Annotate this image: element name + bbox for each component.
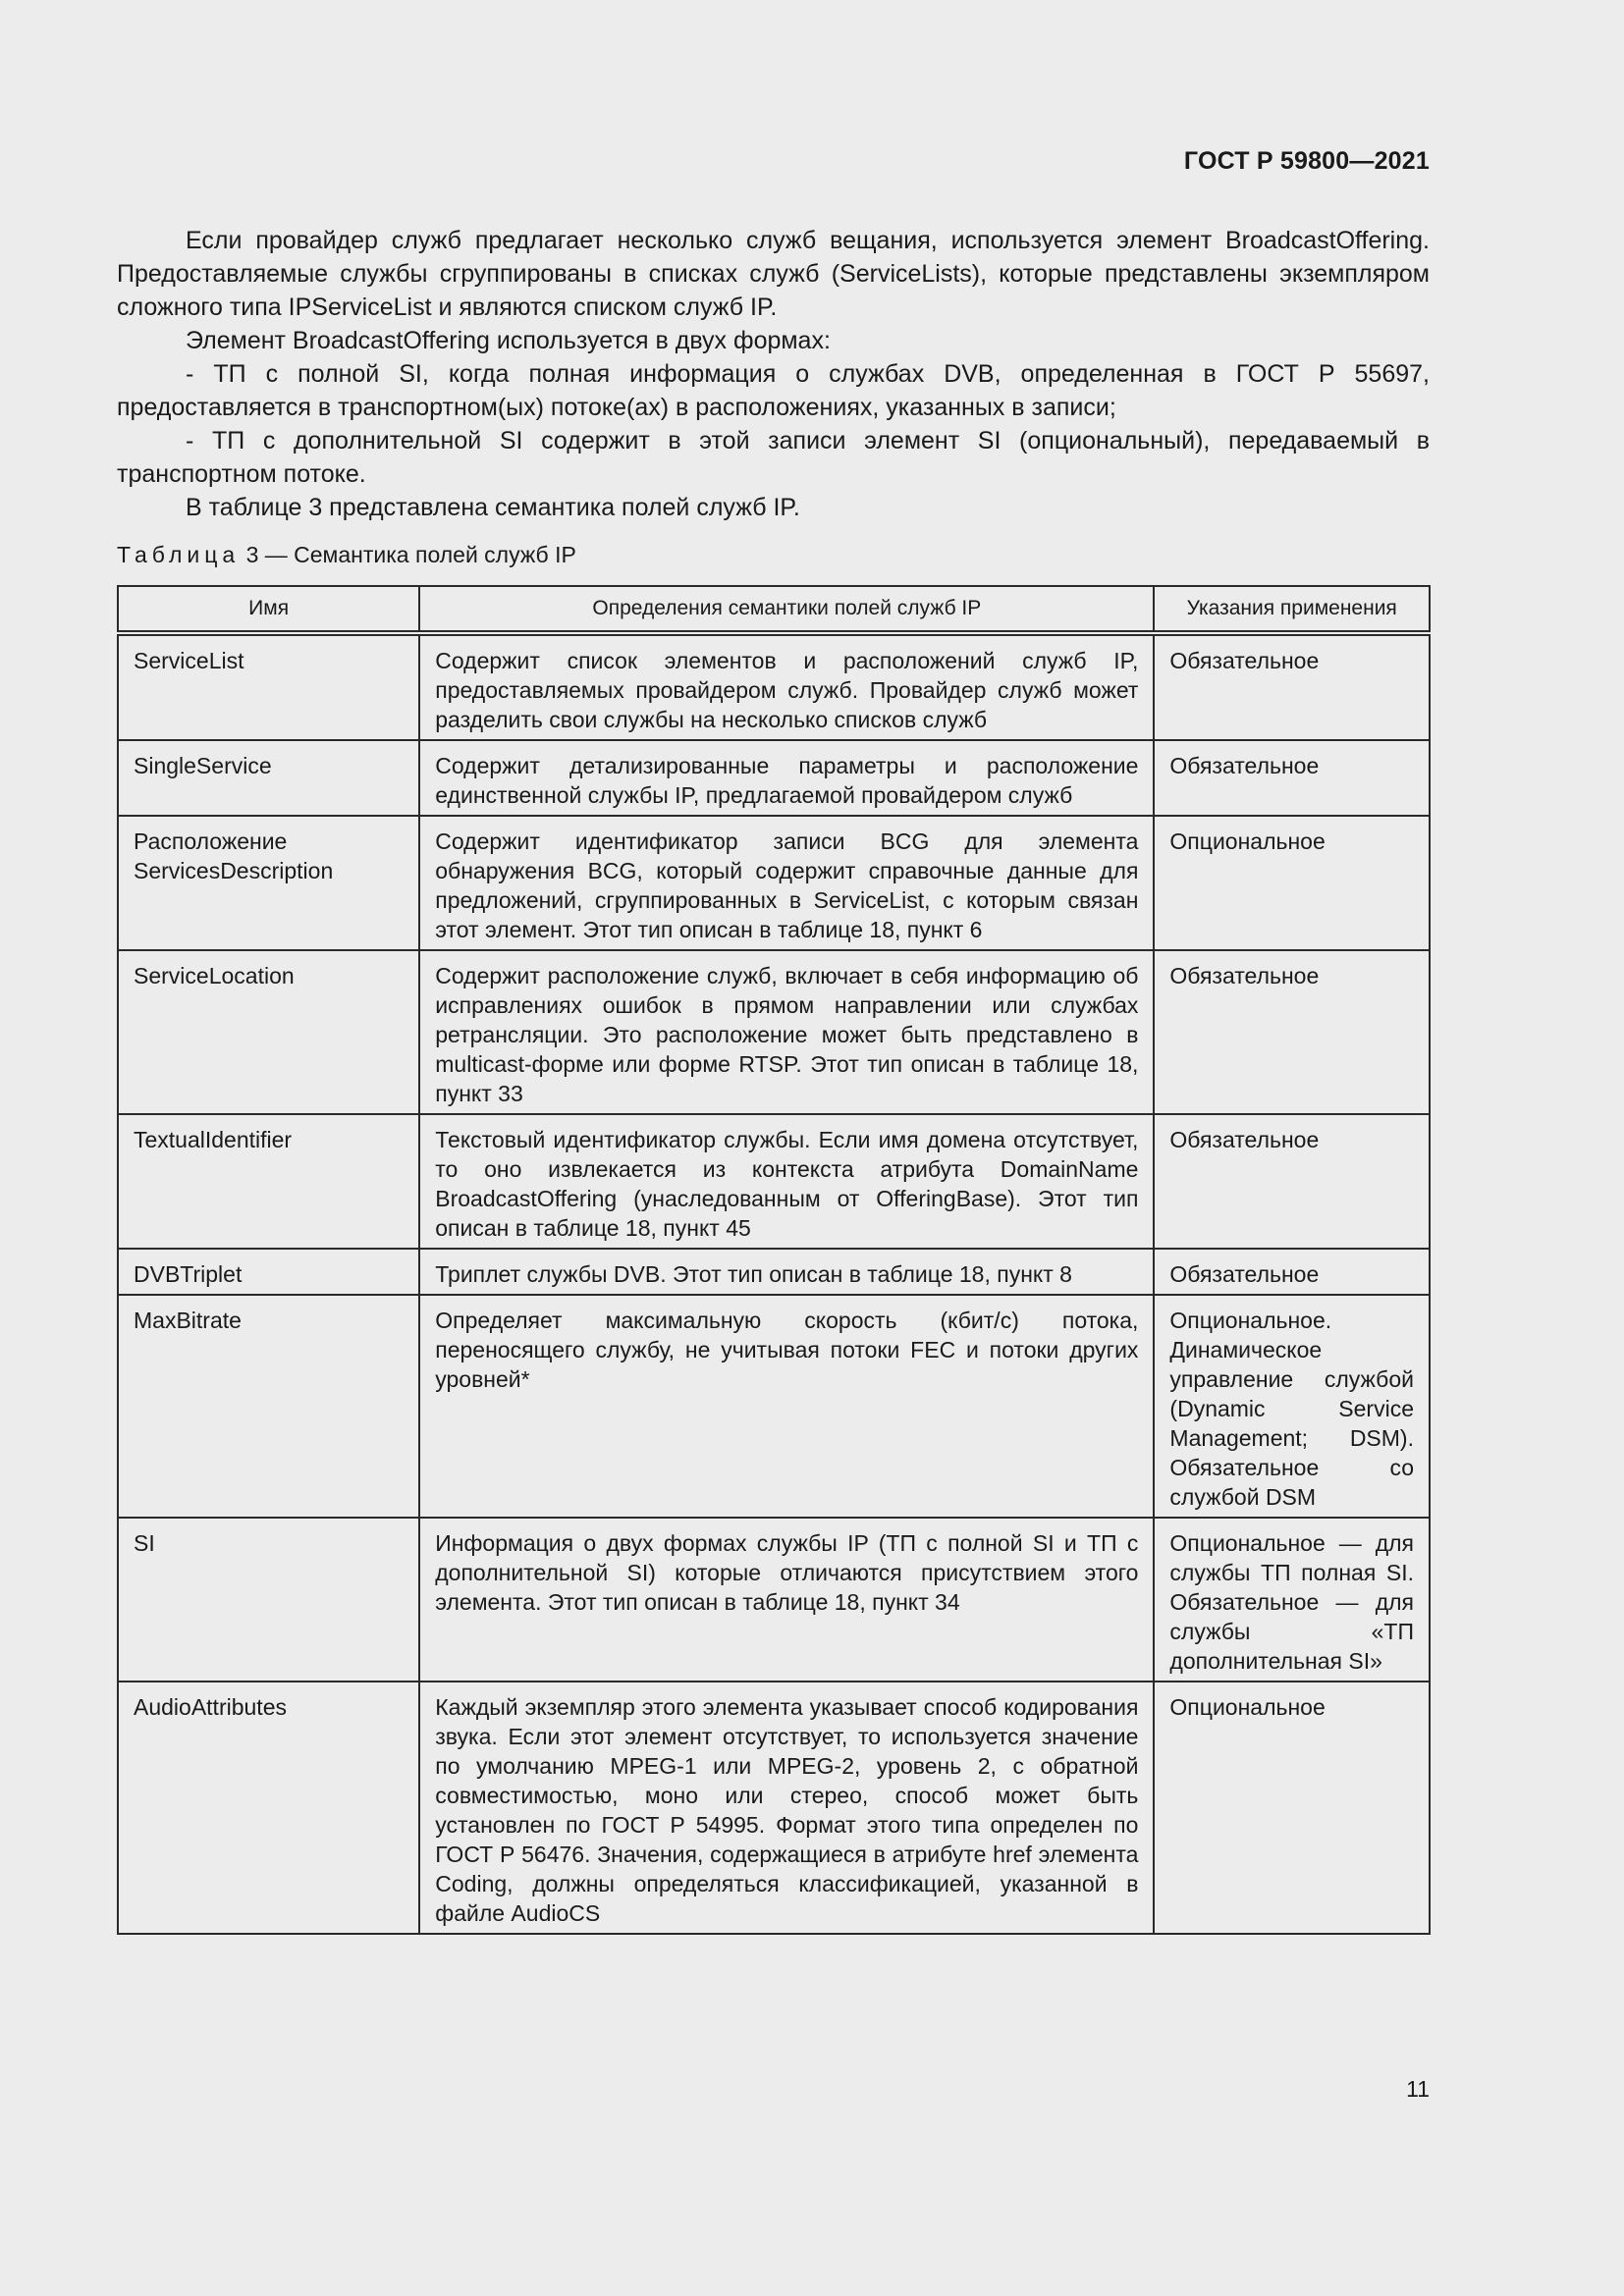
cell-name: ServiceList [118, 633, 419, 740]
table-row [118, 1682, 1430, 1934]
table-caption-label: Таблица [117, 542, 241, 567]
cell-definition: Информация о двух формах службы IP (ТП с полной SI и ТП с дополнительной SI) которые отличаются присутствием этого элемента. Этот тип описан в таблице 18, пункт 34 [419, 1518, 1154, 1682]
paragraph: В таблице 3 представлена семантика полей служб IP. [186, 494, 800, 521]
cell-usage: Опциональное [1154, 816, 1430, 950]
cell-usage: Обязательное [1154, 950, 1430, 1114]
cell-usage: Опциональное — для службы ТП полная SI. Обязательное — для службы «ТП дополнительная SI» [1154, 1518, 1430, 1682]
table-row [118, 950, 1430, 1114]
paragraph: Элемент BroadcastOffering используется в двух формах: [186, 327, 831, 354]
page-number: 11 [1406, 2076, 1430, 2102]
cell-definition: Текстовый идентификатор службы. Если имя домена отсутствует, то оно извлекается из контекста атрибута DomainName BroadcastOffering (унаследованным от OfferingBase). Этот тип описан в таблице 18, пункт 45 [419, 1114, 1154, 1249]
header-name: Имя [118, 586, 419, 633]
table-row [118, 740, 1430, 816]
paragraph: - ТП с полной SI, когда полная информация о службах DVB, определенная в ГОСТ Р 55697, предоставляется в транспортном(ых) потоке(ах) в расположениях, указанных в записи; [117, 360, 1430, 421]
cell-definition: Содержит детализированные параметры и расположение единственной службы IP, предлагаемой провайдером служб [419, 740, 1154, 816]
cell-usage: Обязательное [1154, 633, 1430, 740]
table-row [118, 1114, 1430, 1249]
cell-usage: Опциональное. Динамическое управление службой (Dynamic Service Management; DSM). Обязательное со службой DSM [1154, 1295, 1430, 1518]
cell-name: DVBTriplet [118, 1249, 419, 1295]
cell-name: TextualIdentifier [118, 1114, 419, 1249]
table-row [118, 1249, 1430, 1295]
cell-usage: Обязательное [1154, 1249, 1430, 1295]
cell-name: Расположение ServicesDescription [118, 816, 419, 950]
header-definition: Определения семантики полей служб IP [419, 586, 1154, 633]
cell-name: MaxBitrate [118, 1295, 419, 1518]
table-header-row [118, 586, 1430, 633]
cell-name: SI [118, 1518, 419, 1682]
table-caption-text: 3 — Семантика полей служб IP [245, 542, 576, 567]
cell-name: ServiceLocation [118, 950, 419, 1114]
cell-name: SingleService [118, 740, 419, 816]
cell-usage: Обязательное [1154, 740, 1430, 816]
table-row [118, 1518, 1430, 1682]
cell-definition: Содержит расположение служб, включает в себя информацию об исправлениях ошибок в прямом направлении или службах ретрансляции. Это расположение может быть представлено в multicast-форме или форме RTSP. Этот тип описан в таблице 18, пункт 33 [419, 950, 1154, 1114]
paragraph: Если провайдер служб предлагает несколько служб вещания, используется элемент BroadcastOffering. Предоставляемые службы сгруппированы в списках служб (ServiceLists), которые представлены экземпляром сложного типа IPServiceList и являются списком служб IP. [117, 227, 1430, 321]
cell-definition: Содержит идентификатор записи BCG для элемента обнаружения BCG, который содержит справочные данные для предложений, сгруппированных в ServiceList, с которым связан этот элемент. Этот тип описан в таблице 18, пункт 6 [419, 816, 1154, 950]
header-usage: Указания применения [1154, 586, 1430, 633]
cell-name: AudioAttributes [118, 1682, 419, 1934]
body-text [117, 224, 1430, 524]
cell-usage: Опциональное [1154, 1682, 1430, 1934]
cell-usage: Обязательное [1154, 1114, 1430, 1249]
table-row [118, 633, 1430, 740]
cell-definition: Определяет максимальную скорость (кбит/с) потока, переносящего службу, не учитывая потоки FEC и потоки других уровней* [419, 1295, 1154, 1518]
cell-definition: Триплет службы DVB. Этот тип описан в таблице 18, пункт 8 [419, 1249, 1154, 1295]
semantics-table [117, 585, 1431, 1935]
paragraph: - ТП с дополнительной SI содержит в этой записи элемент SI (опциональный), передаваемый в транспортном потоке. [117, 427, 1430, 488]
table-caption [117, 542, 576, 568]
table-row [118, 816, 1430, 950]
cell-definition: Содержит список элементов и расположений служб IP, предоставляемых провайдером служб. Провайдер служб может разделить свои службы на несколько списков служб [419, 633, 1154, 740]
table-row [118, 1295, 1430, 1518]
document-header: ГОСТ Р 59800—2021 [1183, 147, 1430, 175]
cell-definition: Каждый экземпляр этого элемента указывает способ кодирования звука. Если этот элемент отсутствует, то используется значение по умолчанию MPEG-1 или MPEG-2, уровень 2, с обратной совместимостью, моно или стерео, способ может быть установлен по ГОСТ Р 54995. Формат этого типа определен по ГОСТ Р 56476. Значения, содержащиеся в атрибуте href элемента Coding, должны определяться классификацией, указанной в файле AudioCS [419, 1682, 1154, 1934]
